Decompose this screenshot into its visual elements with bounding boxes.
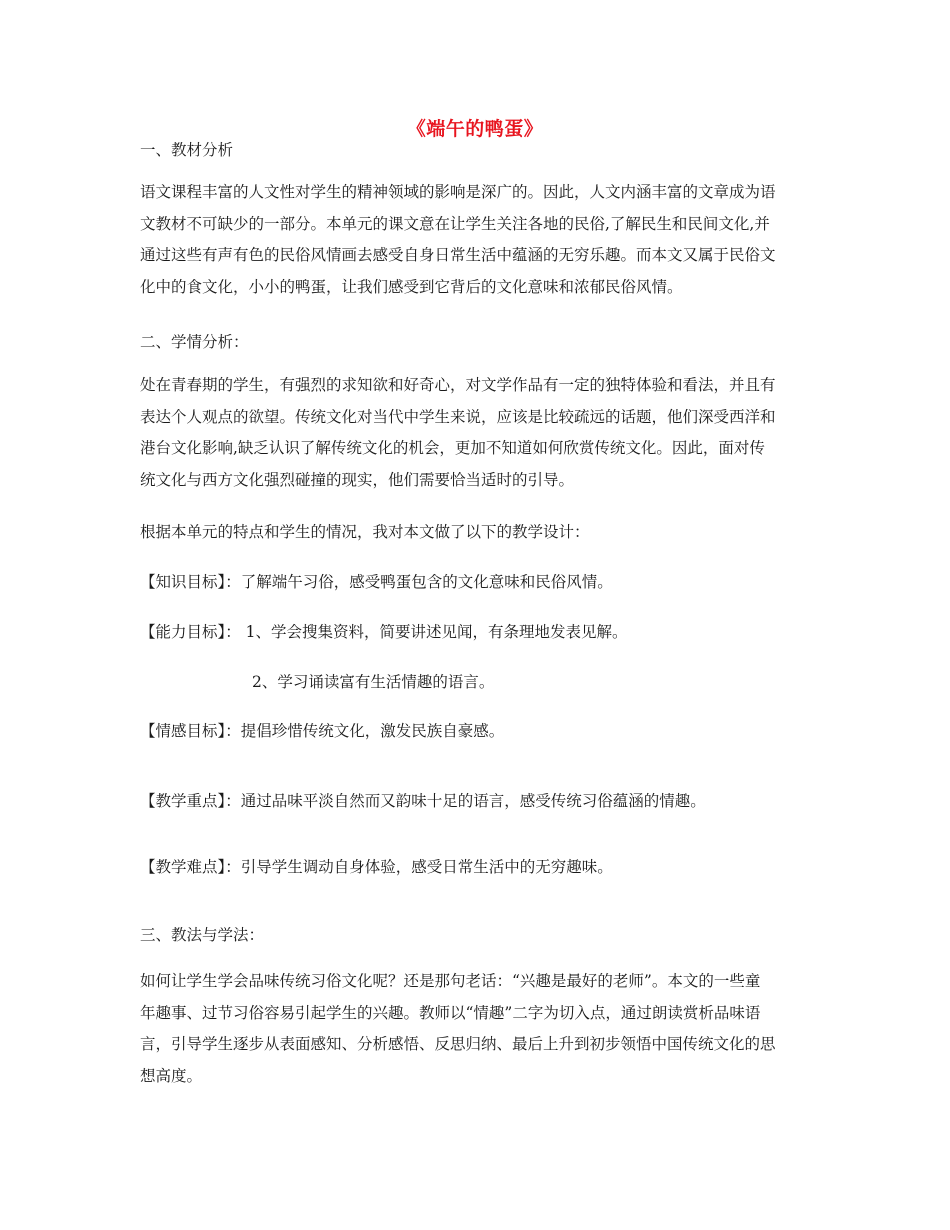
section-heading-learner-analysis: 二、学情分析：: [140, 333, 249, 351]
paragraph-line: 想高度。: [140, 1066, 203, 1085]
paragraph-line: 年趣事、过节习俗容易引起学生的兴趣。教师以“情趣”二字为切入点，通过朗读赏析品味语: [140, 1003, 761, 1022]
document-title: 《端午的鸭蛋》: [406, 118, 544, 140]
paragraph-line: 文教材不可缺少的一部分。本单元的课文意在让学生关注各地的民俗,了解民生和民间文化,并: [140, 214, 770, 233]
emotion-goal: 【情感目标】：提倡珍惜传统文化，激发民族自豪感。: [140, 722, 505, 740]
paragraph-learner-analysis: [140, 370, 808, 496]
paragraph-line: 如何让学生学会品味传统习俗文化呢？还是那句老话：“兴趣是最好的老师”。本文的一些童: [140, 972, 761, 990]
section-heading-material-analysis: 一、教材分析: [140, 141, 234, 159]
paragraph-material-analysis: [140, 177, 808, 303]
knowledge-goal: 【知识目标】：了解端午习俗，感受鸭蛋包含的文化意味和民俗风情。: [140, 573, 613, 591]
paragraph-line: 处在青春期的学生，有强烈的求知欲和好奇心，对文学作品有一定的独特体验和看法，并且有: [140, 376, 776, 394]
paragraph-line: 语文课程丰富的人文性对学生的精神领域的影响是深广的。因此，人文内涵丰富的文章成为语: [140, 183, 776, 201]
ability-goal-1: 【能力目标】： 1、学会搜集资料，简要讲述见闻，有条理地发表见解。: [140, 623, 628, 641]
key-point: 【教学重点】：通过品味平淡自然而又韵味十足的语言，感受传统习俗蕴涵的情趣。: [140, 792, 706, 810]
difficult-point: 【教学难点】：引导学生调动自身体验，感受日常生活中的无穷趣味。: [140, 858, 613, 876]
ability-goal-2: 2、学习诵读富有生活情趣的语言。: [252, 673, 495, 691]
section-heading-methods: 三、教法与学法：: [140, 926, 265, 944]
paragraph-line: 港台文化影响,缺乏认识了解传统文化的机会，更加不知道如何欣赏传统文化。因此，面对传: [140, 439, 765, 457]
paragraph-methods: [140, 966, 808, 1092]
design-intro: 根据本单元的特点和学生的情况，我对本文做了以下的教学设计：: [140, 523, 590, 541]
paragraph-line: 统文化与西方文化强烈碰撞的现实，他们需要恰当适时的引导。: [140, 470, 575, 489]
paragraph-line: 表达个人观点的欲望。传统文化对当代中学生来说，应该是比较疏远的话题，他们深受西洋和: [140, 407, 776, 426]
paragraph-line: 化中的食文化，小小的鸭蛋，让我们感受到它背后的文化意味和浓郁民俗风情。: [140, 277, 683, 296]
paragraph-line: 言，引导学生逐步从表面感知、分析感悟、反思归纳、最后上升到初步领悟中国传统文化的思: [140, 1035, 776, 1053]
paragraph-line: 通过这些有声有色的民俗风情画去感受自身日常生活中蕴涵的无穷乐趣。而本文又属于民俗文: [140, 246, 776, 264]
